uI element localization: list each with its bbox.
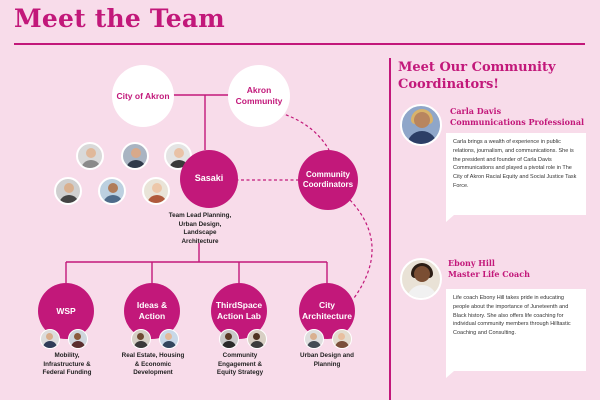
- node-thirdspace-action-lab: ThirdSpace Action Lab: [211, 283, 267, 339]
- thirdspace-caption: Community Engagement & Equity Strategy: [216, 352, 264, 376]
- ideas-action-caption: Real Estate, Housing & Economic Development: [121, 352, 185, 376]
- ebony-hill-bio: Life coach Ebony Hill takes pride in educating people about the importance of Juneteenth and Black history. She also offers life coaching for individual community members through Hilltastic Coaching and Consulting.: [446, 289, 586, 371]
- ideas-action-member-avatar: [131, 329, 151, 349]
- carla-davis-role: Communications Professional: [450, 117, 585, 127]
- team-member-avatar: [121, 142, 149, 170]
- ebony-hill-name: Ebony Hill: [448, 258, 495, 268]
- thirdspace-member-avatar: [219, 329, 239, 349]
- team-member-avatar: [76, 142, 104, 170]
- node-community-coordinators: Community Coordinators: [298, 150, 358, 210]
- ebony-hill-role: Master Life Coach: [448, 269, 530, 279]
- thirdspace-member-avatar: [247, 329, 267, 349]
- team-member-avatar: [98, 177, 126, 205]
- ebony-hill-portrait: [400, 258, 442, 300]
- wsp-member-avatar: [40, 329, 60, 349]
- wsp-member-avatar: [68, 329, 88, 349]
- carla-davis-name: Carla Davis: [450, 106, 502, 116]
- node-city-architecture: City Architecture: [299, 283, 355, 339]
- connector-coordinators-city-architecture: [350, 200, 372, 298]
- node-city-of-akron: City of Akron: [112, 65, 174, 127]
- city-architecture-caption: Urban Design and Planning: [300, 352, 354, 368]
- team-member-avatar: [54, 177, 82, 205]
- carla-davis-bio: Carla brings a wealth of experience in public relations, journalism, and communications. She is the president and founder of Carla Davis Communications and played a pivotal role in The City of Akron Racial Equity and Social Justice Task Force.: [446, 133, 586, 215]
- team-member-avatar: [142, 177, 170, 205]
- wsp-caption: Mobility, Infrastructure & Federal Funding: [42, 352, 92, 376]
- ideas-action-member-avatar: [159, 329, 179, 349]
- node-ideas-action: Ideas & Action: [124, 283, 180, 339]
- coordinators-heading: Meet Our Community Coordinators!: [398, 60, 556, 92]
- node-akron-community: Akron Community: [228, 65, 290, 127]
- page-title: Meet the Team: [14, 4, 225, 33]
- sasaki-caption: Team Lead Planning, Urban Design, Landscape Architecture: [168, 212, 232, 245]
- carla-davis-portrait: [400, 104, 442, 146]
- city-architecture-member-avatar: [304, 329, 324, 349]
- node-sasaki: Sasaki: [180, 150, 238, 208]
- city-architecture-member-avatar: [332, 329, 352, 349]
- node-wsp: WSP: [38, 283, 94, 339]
